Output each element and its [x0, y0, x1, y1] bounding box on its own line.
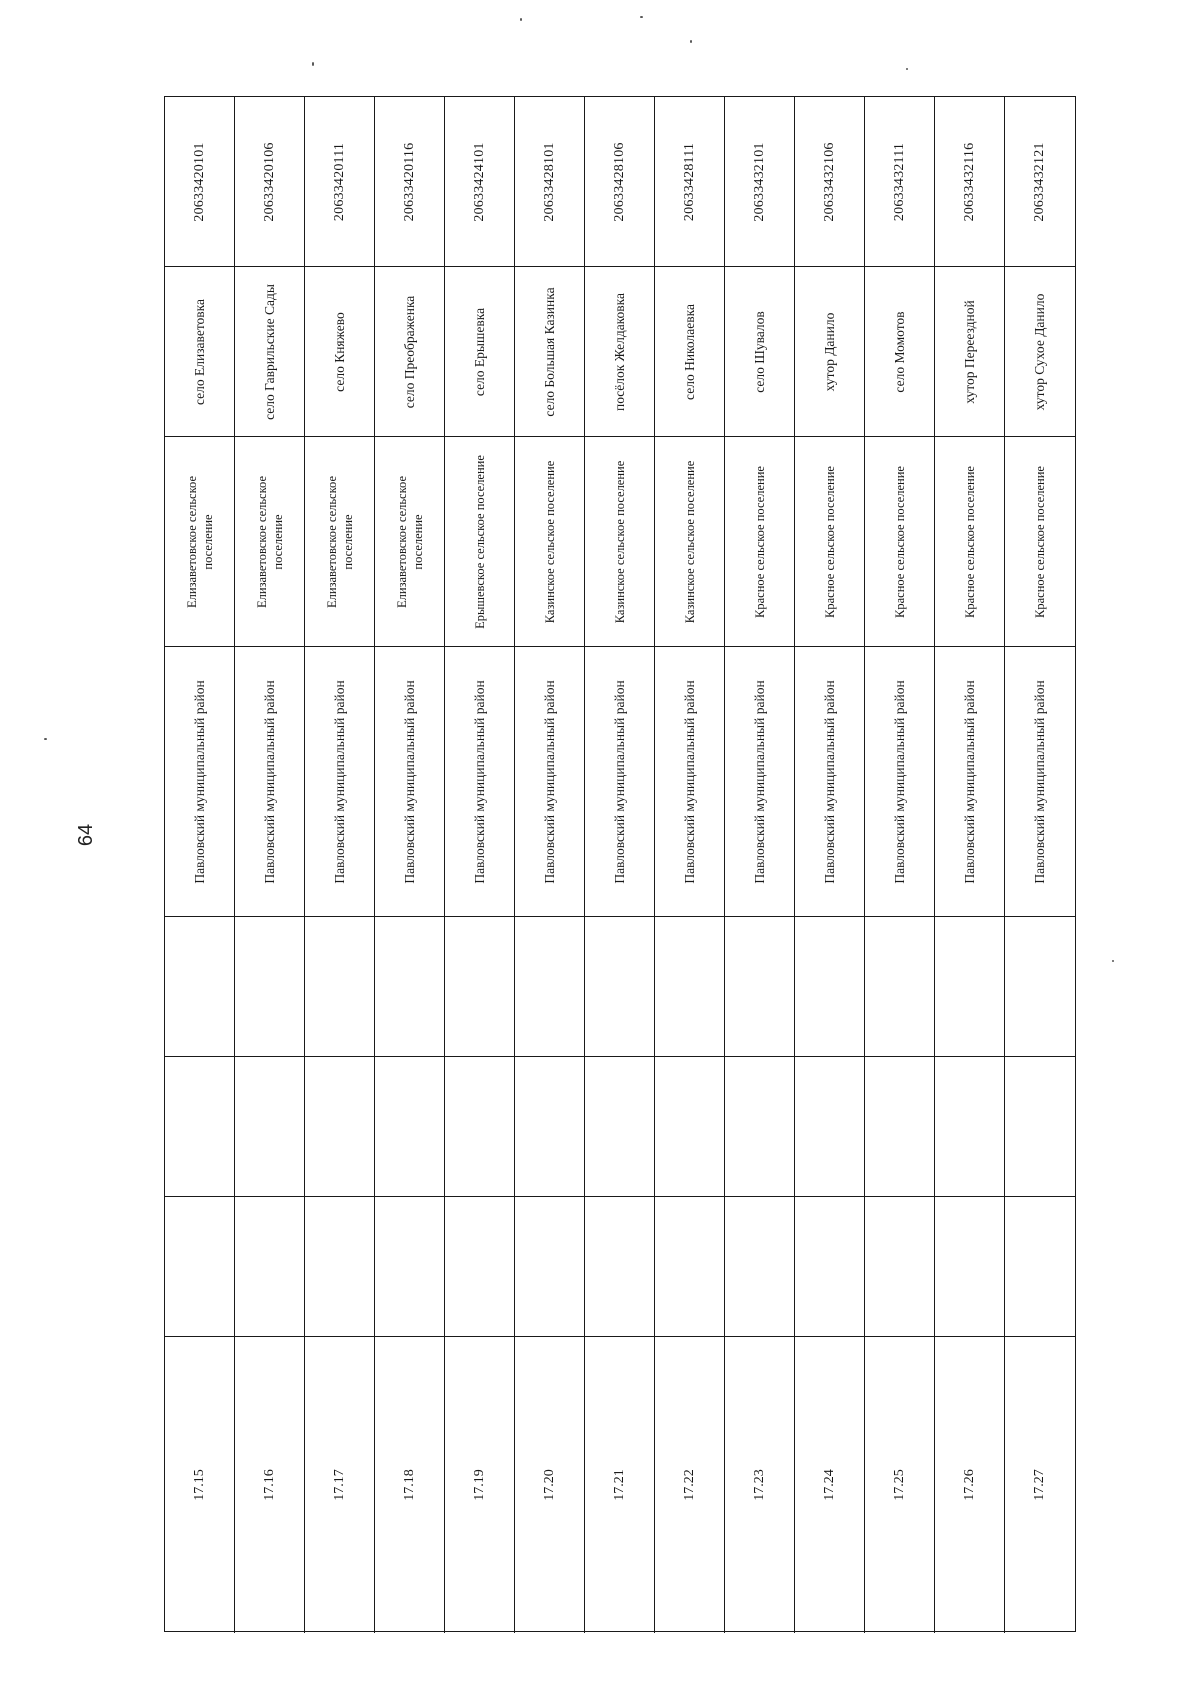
- cell-district: [165, 647, 235, 917]
- cell-code: [165, 97, 235, 267]
- cell-settlement-text: Елизаветовское сельское поселение: [394, 475, 425, 608]
- cell-number: [1005, 1337, 1075, 1633]
- cell-locality-text: село Момотов: [891, 310, 907, 393]
- cell-locality: [935, 267, 1005, 437]
- cell-empty: [445, 1197, 515, 1337]
- cell-district: [935, 647, 1005, 917]
- cell-settlement-text: Казинское сельское поселение: [542, 460, 557, 623]
- cell-code-text: 20633420101: [191, 141, 207, 222]
- cell-district: [445, 647, 515, 917]
- cell-district-text: Павловский муниципальный район: [191, 679, 207, 884]
- cell-code-text: 20633428111: [681, 142, 697, 221]
- settlements-table: [164, 96, 1076, 1632]
- cell-number-text: 17.27: [1032, 1469, 1047, 1501]
- cell-settlement-text: Казинское сельское поселение: [612, 460, 627, 623]
- cell-empty: [515, 1057, 585, 1197]
- cell-empty: [165, 1057, 235, 1197]
- cell-code: [445, 97, 515, 267]
- scan-speck: [44, 738, 47, 740]
- cell-code: [375, 97, 445, 267]
- cell-empty: [585, 1057, 655, 1197]
- cell-number-text: 17.19: [471, 1469, 487, 1501]
- cell-code-text: 20633420116: [401, 142, 417, 221]
- cell-empty: [725, 917, 795, 1057]
- cell-settlement-text: Красное сельское поселение: [892, 465, 907, 618]
- cell-empty: [1005, 1197, 1075, 1337]
- cell-locality-text: село Шувалов: [751, 310, 767, 393]
- cell-locality: [585, 267, 655, 437]
- cell-number-text: 17.26: [961, 1469, 977, 1501]
- cell-number: [585, 1337, 655, 1633]
- cell-empty: [235, 917, 305, 1057]
- cell-empty: [165, 1197, 235, 1337]
- cell-district: [1005, 647, 1075, 917]
- cell-empty: [375, 1057, 445, 1197]
- cell-settlement: [305, 437, 375, 647]
- cell-empty: [235, 1057, 305, 1197]
- cell-code-text: 20633432111: [891, 142, 907, 221]
- cell-code-text: 20633428101: [541, 141, 557, 222]
- cell-empty: [795, 1197, 865, 1337]
- scan-speck: [1112, 960, 1114, 962]
- cell-settlement: [865, 437, 935, 647]
- cell-locality: [305, 267, 375, 437]
- cell-locality-text: село Большая Казинка: [541, 286, 557, 417]
- cell-empty: [585, 1197, 655, 1337]
- cell-number: [935, 1337, 1005, 1633]
- cell-number-text: 17.15: [191, 1469, 207, 1501]
- cell-settlement: [165, 437, 235, 647]
- cell-number-text: 17.25: [891, 1469, 907, 1501]
- cell-number: [305, 1337, 375, 1633]
- cell-district: [585, 647, 655, 917]
- cell-code-text: 20633432116: [961, 142, 977, 221]
- cell-code-text: 20633420111: [331, 142, 347, 221]
- cell-code: [305, 97, 375, 267]
- cell-number-text: 17.23: [751, 1469, 767, 1501]
- cell-empty: [795, 917, 865, 1057]
- cell-settlement: [235, 437, 305, 647]
- cell-number-text: 17.16: [261, 1469, 277, 1501]
- cell-empty: [935, 1057, 1005, 1197]
- cell-empty: [515, 917, 585, 1057]
- cell-number: [865, 1337, 935, 1633]
- cell-locality-text: село Княжево: [331, 311, 347, 392]
- cell-locality-text: село Елизаветовка: [191, 298, 207, 405]
- cell-code-text: 20633424101: [471, 141, 487, 222]
- cell-district: [865, 647, 935, 917]
- cell-locality: [515, 267, 585, 437]
- cell-number-text: 17.20: [541, 1469, 557, 1501]
- cell-district-text: Павловский муниципальный район: [891, 679, 907, 884]
- cell-settlement-text: Красное сельское поселение: [1033, 465, 1047, 618]
- scan-speck: [520, 18, 522, 21]
- cell-locality: [795, 267, 865, 437]
- cell-empty: [305, 917, 375, 1057]
- cell-settlement-text: Елизаветовское сельское поселение: [324, 475, 355, 608]
- cell-number-text: 17.24: [821, 1469, 837, 1501]
- cell-code-text: 20633432106: [821, 141, 837, 222]
- cell-district: [725, 647, 795, 917]
- cell-empty: [445, 917, 515, 1057]
- cell-locality: [235, 267, 305, 437]
- cell-locality: [375, 267, 445, 437]
- cell-district: [515, 647, 585, 917]
- cell-district-text: Павловский муниципальный район: [961, 679, 977, 884]
- cell-locality-text: село Николаевка: [681, 303, 697, 400]
- table-grid: [165, 97, 1075, 1631]
- cell-empty: [655, 1057, 725, 1197]
- cell-settlement: [585, 437, 655, 647]
- cell-district-text: Павловский муниципальный район: [331, 679, 347, 884]
- cell-number: [515, 1337, 585, 1633]
- cell-number: [725, 1337, 795, 1633]
- cell-empty: [1005, 1057, 1075, 1197]
- cell-district: [655, 647, 725, 917]
- cell-code: [1005, 97, 1075, 267]
- cell-empty: [865, 917, 935, 1057]
- cell-locality-text: хутор Данило: [821, 312, 837, 391]
- cell-number: [165, 1337, 235, 1633]
- cell-empty: [375, 917, 445, 1057]
- cell-district: [305, 647, 375, 917]
- cell-locality: [1005, 267, 1075, 437]
- cell-district-text: Павловский муниципальный район: [541, 679, 557, 884]
- cell-district-text: Павловский муниципальный район: [681, 679, 697, 884]
- cell-code: [585, 97, 655, 267]
- cell-empty: [375, 1197, 445, 1337]
- cell-locality: [725, 267, 795, 437]
- cell-empty: [655, 917, 725, 1057]
- cell-code: [795, 97, 865, 267]
- cell-locality: [165, 267, 235, 437]
- cell-district-text: Павловский муниципальный район: [1032, 679, 1047, 884]
- cell-code-text: 20633432101: [751, 141, 767, 222]
- cell-empty: [935, 917, 1005, 1057]
- cell-district-text: Павловский муниципальный район: [611, 679, 627, 884]
- cell-settlement-text: Красное сельское поселение: [962, 465, 977, 618]
- cell-settlement: [655, 437, 725, 647]
- cell-number: [655, 1337, 725, 1633]
- cell-locality-text: село Ерышевка: [471, 307, 487, 396]
- cell-district-text: Павловский муниципальный район: [401, 679, 417, 884]
- cell-settlement: [445, 437, 515, 647]
- cell-number-text: 17.17: [331, 1469, 347, 1501]
- cell-empty: [935, 1197, 1005, 1337]
- scan-speck: [640, 16, 643, 18]
- cell-empty: [865, 1197, 935, 1337]
- cell-number: [235, 1337, 305, 1633]
- cell-code-text: 20633432121: [1032, 141, 1047, 222]
- cell-code: [655, 97, 725, 267]
- cell-settlement-text: Казинское сельское поселение: [682, 460, 697, 623]
- cell-empty: [795, 1057, 865, 1197]
- cell-code: [235, 97, 305, 267]
- cell-settlement: [1005, 437, 1075, 647]
- cell-code: [865, 97, 935, 267]
- cell-settlement: [725, 437, 795, 647]
- cell-settlement-text: Красное сельское поселение: [752, 465, 767, 618]
- cell-number: [445, 1337, 515, 1633]
- scan-speck: [312, 62, 314, 66]
- cell-district-text: Павловский муниципальный район: [261, 679, 277, 884]
- cell-empty: [305, 1197, 375, 1337]
- cell-district: [375, 647, 445, 917]
- cell-number-text: 17.21: [611, 1469, 627, 1501]
- cell-code: [515, 97, 585, 267]
- cell-district-text: Павловский муниципальный район: [751, 679, 767, 884]
- cell-number: [375, 1337, 445, 1633]
- cell-number-text: 17.18: [401, 1469, 417, 1501]
- cell-locality: [655, 267, 725, 437]
- cell-settlement: [795, 437, 865, 647]
- cell-number: [795, 1337, 865, 1633]
- cell-settlement-text: Ерышевское сельское поселение: [472, 454, 487, 629]
- cell-locality-text: посёлок Желдаковка: [611, 292, 627, 411]
- cell-locality-text: село Преображенка: [401, 295, 417, 408]
- cell-empty: [725, 1057, 795, 1197]
- scan-speck: [906, 68, 908, 70]
- cell-empty: [445, 1057, 515, 1197]
- cell-locality: [865, 267, 935, 437]
- cell-empty: [585, 917, 655, 1057]
- cell-empty: [865, 1057, 935, 1197]
- cell-empty: [725, 1197, 795, 1337]
- cell-settlement: [375, 437, 445, 647]
- cell-settlement: [515, 437, 585, 647]
- cell-district-text: Павловский муниципальный район: [821, 679, 837, 884]
- cell-empty: [1005, 917, 1075, 1057]
- cell-empty: [515, 1197, 585, 1337]
- cell-district-text: Павловский муниципальный район: [471, 679, 487, 884]
- cell-locality-text: хутор Переездной: [961, 299, 977, 404]
- cell-settlement-text: Красное сельское поселение: [822, 465, 837, 618]
- cell-settlement-text: Елизаветовское сельское поселение: [184, 475, 215, 608]
- cell-district: [235, 647, 305, 917]
- cell-code-text: 20633420106: [261, 141, 277, 222]
- cell-district: [795, 647, 865, 917]
- page-number: 64: [75, 823, 97, 847]
- cell-empty: [305, 1057, 375, 1197]
- cell-settlement: [935, 437, 1005, 647]
- cell-code: [725, 97, 795, 267]
- cell-number-text: 17.22: [681, 1469, 697, 1501]
- cell-code: [935, 97, 1005, 267]
- cell-settlement-text: Елизаветовское сельское поселение: [254, 475, 285, 608]
- cell-locality: [445, 267, 515, 437]
- cell-empty: [165, 917, 235, 1057]
- cell-locality-text: хутор Сухое Данило: [1032, 293, 1047, 410]
- cell-empty: [655, 1197, 725, 1337]
- cell-empty: [235, 1197, 305, 1337]
- cell-code-text: 20633428106: [611, 141, 627, 222]
- cell-locality-text: село Гаврильские Сады: [261, 283, 277, 420]
- scan-speck: [690, 40, 692, 43]
